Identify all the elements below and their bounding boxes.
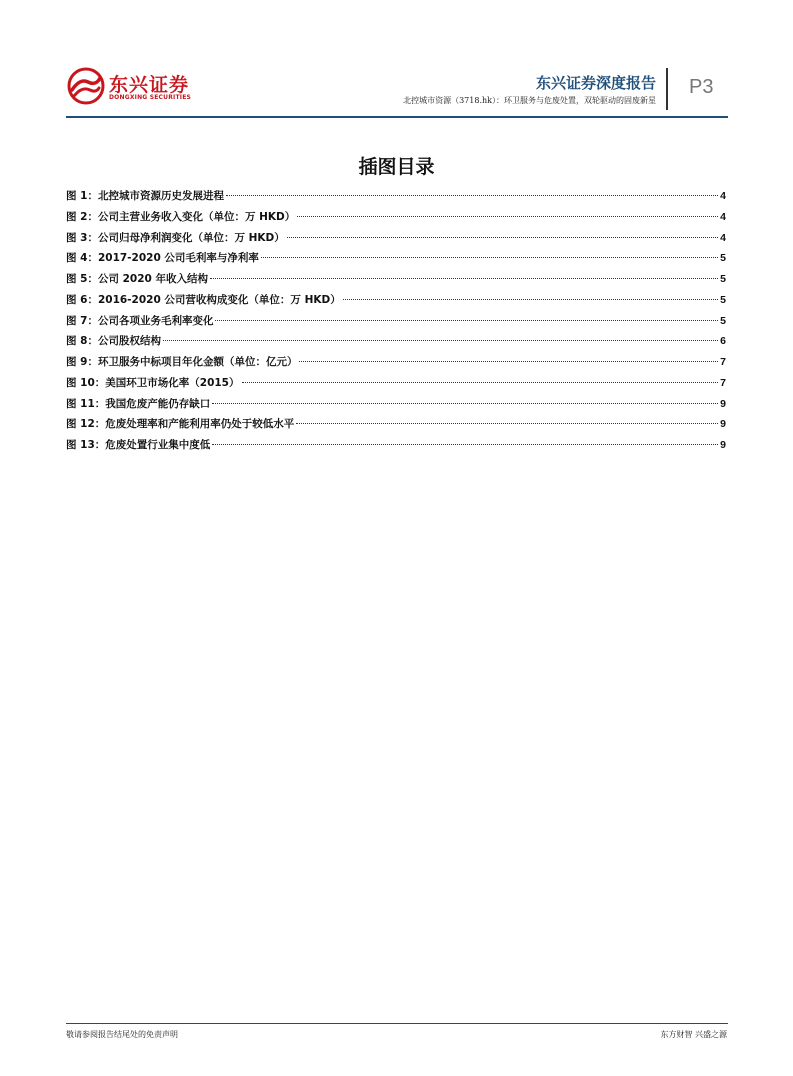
- toc-entry-page[interactable]: 5: [720, 314, 726, 327]
- toc-dot-leader: [212, 403, 718, 404]
- toc-entry[interactable]: [66, 331, 726, 352]
- toc-entry[interactable]: [66, 290, 726, 311]
- report-title: 东兴证券深度报告: [535, 74, 656, 92]
- toc-entry-label[interactable]: 图 9：环卫服务中标项目年化金额（单位：亿元）: [66, 356, 298, 368]
- toc-entry-label[interactable]: 图 10：美国环卫市场化率（2015）: [66, 376, 240, 389]
- header-divider: [666, 68, 668, 110]
- toc-dot-leader: [163, 340, 718, 341]
- toc-entry[interactable]: [66, 435, 726, 456]
- toc-entry-page[interactable]: 9: [720, 439, 726, 451]
- toc-entry-page[interactable]: 7: [720, 356, 726, 368]
- toc-entry-page[interactable]: 9: [720, 397, 726, 410]
- page-number: P3: [689, 76, 714, 98]
- toc-entry[interactable]: [66, 394, 726, 415]
- logo-chinese-name: 东兴证券: [109, 74, 190, 96]
- toc-entry-page[interactable]: 4: [720, 210, 726, 223]
- toc-entry[interactable]: [66, 352, 726, 373]
- toc-dot-leader: [210, 278, 718, 279]
- page-header: [0, 0, 793, 125]
- toc-entry-label[interactable]: 图 13：危废处置行业集中度低: [66, 439, 211, 451]
- toc-dot-leader: [226, 195, 718, 196]
- footer-slogan: 东方财智 兴盛之源: [660, 1030, 727, 1039]
- toc-entry[interactable]: [66, 414, 726, 435]
- toc-entry-label[interactable]: 图 6：2016-2020 公司营收构成变化（单位：万 HKD）: [66, 293, 341, 306]
- toc-title: 插图目录: [358, 156, 435, 178]
- footer-rule: [66, 1023, 728, 1024]
- toc-entry[interactable]: [66, 373, 726, 394]
- toc-dot-leader: [261, 257, 718, 258]
- toc-dot-leader: [343, 299, 718, 300]
- toc-entry-page[interactable]: 6: [720, 335, 726, 348]
- toc-entry-label[interactable]: 图 7：公司各项业务毛利率变化: [66, 314, 214, 327]
- toc-entry[interactable]: [66, 269, 726, 290]
- toc-dot-leader: [287, 237, 718, 238]
- toc-entry-label[interactable]: 图 2：公司主营业务收入变化（单位：万 HKD）: [66, 210, 296, 223]
- toc-entry-page[interactable]: 7: [720, 376, 726, 389]
- toc-dot-leader: [212, 444, 718, 445]
- toc-entry-label[interactable]: 图 5：公司 2020 年收入结构: [66, 273, 208, 285]
- toc-entry-page[interactable]: 5: [720, 252, 726, 265]
- toc-entry[interactable]: [66, 311, 726, 332]
- toc-entry-label[interactable]: 图 8：公司股权结构: [66, 335, 161, 348]
- toc-entry-page[interactable]: 5: [720, 273, 726, 285]
- toc-entry[interactable]: [66, 207, 726, 228]
- header-rule: [66, 116, 728, 118]
- toc-entry[interactable]: [66, 186, 726, 207]
- toc-entry-label[interactable]: 图 12：危废处理率和产能利用率仍处于较低水平: [66, 418, 295, 431]
- report-subtitle: 北控城市资源（3718.hk）：环卫服务与危废处置，双轮驱动的固废新星: [403, 96, 656, 105]
- toc-dot-leader: [242, 382, 719, 383]
- toc-entry[interactable]: [66, 228, 726, 249]
- toc-dot-leader: [299, 361, 718, 362]
- toc-entry-label[interactable]: 图 1：北控城市资源历史发展进程: [66, 190, 224, 202]
- toc-dot-leader: [297, 216, 718, 217]
- toc-entry-label[interactable]: 图 3：公司归母净利润变化（单位：万 HKD）: [66, 231, 285, 244]
- toc-entry[interactable]: [66, 248, 726, 269]
- toc-dot-leader: [215, 320, 718, 321]
- toc-entry-label[interactable]: 图 11：我国危废产能仍存缺口: [66, 397, 211, 410]
- toc-entry-page[interactable]: 4: [720, 231, 726, 244]
- toc-entry-page[interactable]: 5: [720, 293, 726, 306]
- dongxing-logo-icon: [66, 66, 106, 106]
- company-logo: [66, 66, 196, 106]
- toc-dot-leader: [296, 423, 718, 424]
- logo-english-name: DONGXING SECURITIES: [109, 94, 192, 101]
- toc-entry-page[interactable]: 4: [720, 190, 726, 202]
- footer-disclaimer: 敬请参阅报告结尾处的免责声明: [66, 1030, 178, 1039]
- toc-entry-label[interactable]: 图 4：2017-2020 公司毛利率与净利率: [66, 252, 259, 265]
- toc-entry-page[interactable]: 9: [720, 418, 726, 431]
- figure-toc-list: [66, 186, 726, 456]
